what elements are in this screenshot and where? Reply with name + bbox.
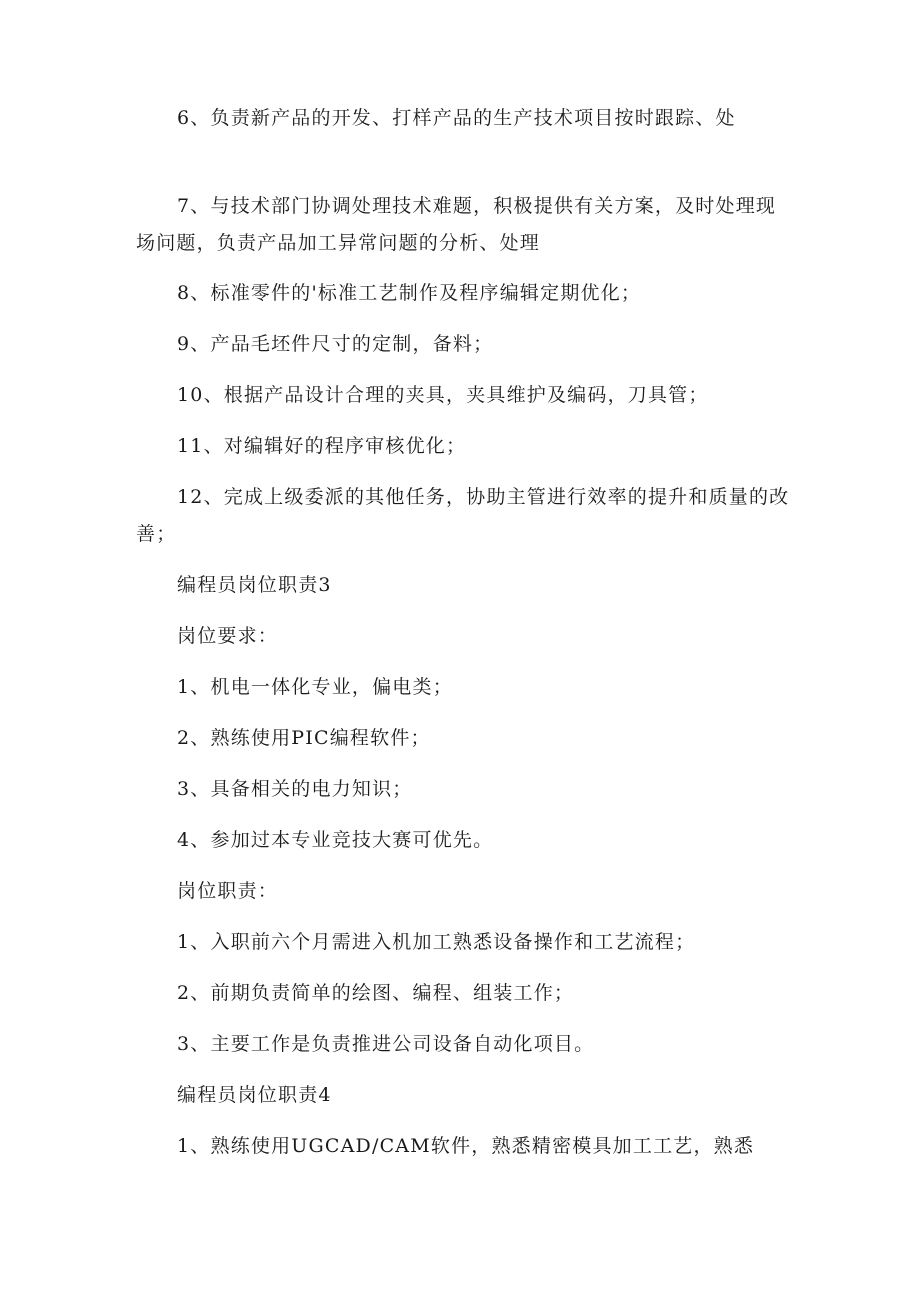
paragraph-line: 11、对编辑好的程序审核优化；: [177, 435, 467, 457]
paragraph-line: 6、负责新产品的开发、打样产品的生产技术项目按时跟踪、处: [177, 107, 736, 129]
paragraph-line: 2、前期负责简单的绘图、编程、组装工作；: [177, 982, 575, 1004]
paragraph-line: 1、入职前六个月需进入机加工熟悉设备操作和工艺流程；: [177, 931, 696, 953]
section-heading: 编程员岗位职责4: [177, 1084, 332, 1106]
paragraph-line: 9、产品毛坯件尺寸的定制，备料；: [177, 333, 494, 355]
paragraph-line: 7、与技术部门协调处理技术难题，积极提供有关方案，及时处理现: [177, 195, 777, 217]
paragraph-line: 3、主要工作是负责推进公司设备自动化项目。: [177, 1033, 595, 1055]
sub-heading: 岗位职责：: [177, 880, 279, 902]
section-heading: 编程员岗位职责3: [177, 574, 332, 596]
paragraph-line: 2、熟练使用PIC编程软件；: [177, 727, 431, 749]
paragraph-line-continued: 善；: [136, 523, 177, 545]
paragraph-line: 10、根据产品设计合理的夹具，夹具维护及编码，刀具管；: [177, 384, 709, 406]
paragraph-line: 3、具备相关的电力知识；: [177, 778, 413, 800]
paragraph-line-continued: 场问题，负责产品加工异常问题的分析、处理: [136, 232, 541, 254]
paragraph-line: 8、标准零件的'标准工艺制作及程序编辑定期优化；: [177, 282, 642, 304]
sub-heading: 岗位要求：: [177, 625, 279, 647]
paragraph-line: 12、完成上级委派的其他任务，协助主管进行效率的提升和质量的改: [177, 486, 790, 508]
paragraph-line: 4、参加过本专业竞技大赛可优先。: [177, 829, 494, 851]
paragraph-line: 1、熟练使用UGCAD/CAM软件，熟悉精密模具加工工艺，熟悉: [177, 1135, 755, 1157]
paragraph-line: 1、机电一体化专业，偏电类；: [177, 676, 453, 698]
